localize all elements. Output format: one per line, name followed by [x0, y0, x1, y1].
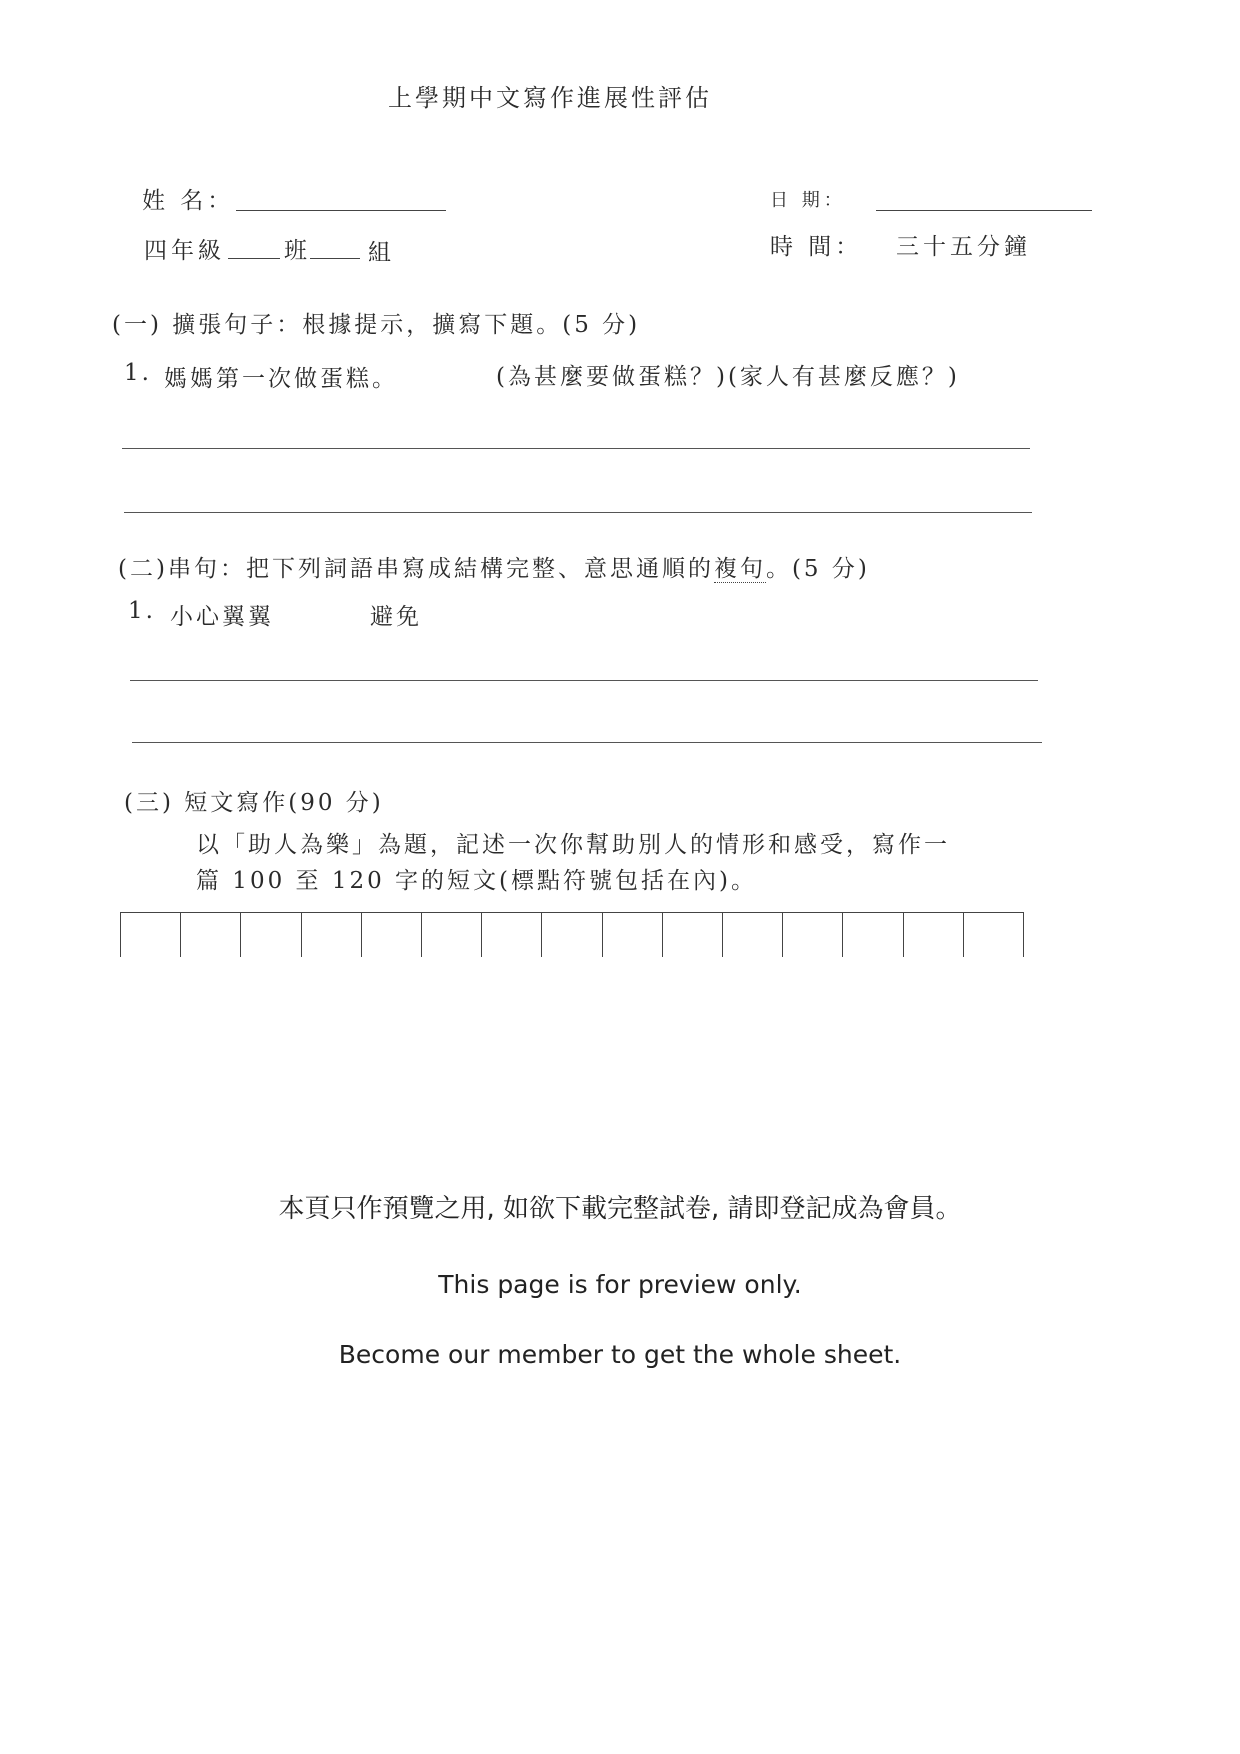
- section3-instruction-line-2: 篇 100 至 120 字的短文(標點符號包括在內)。: [196, 868, 757, 894]
- exam-title: 上學期中文寫作進展性評估: [388, 84, 712, 112]
- group-label: 組: [368, 240, 395, 266]
- grid-cell[interactable]: [481, 913, 541, 957]
- section2-answer-line-1[interactable]: [130, 680, 1038, 681]
- date-blank[interactable]: [876, 210, 1092, 211]
- grid-cell[interactable]: [842, 913, 902, 957]
- time-value: 三十五分鐘: [896, 234, 1031, 260]
- section2-heading-emphasis: 複句: [713, 556, 766, 582]
- section2-word-2: 避免: [370, 604, 422, 630]
- class-label: 班: [284, 238, 311, 264]
- grid-cell[interactable]: [963, 913, 1024, 957]
- section2-heading-prefix: (二)串句：把下列詞語串寫成結構完整、意思通順的: [118, 556, 714, 582]
- section2-item-number: 1.: [128, 598, 156, 624]
- section1-answer-line-2[interactable]: [124, 512, 1032, 513]
- grid-cell[interactable]: [361, 913, 421, 957]
- grid-cell[interactable]: [662, 913, 722, 957]
- preview-notice-english-1: This page is for preview only.: [438, 1270, 802, 1299]
- section2-heading: [118, 550, 870, 583]
- group-blank[interactable]: [310, 258, 360, 259]
- section2-heading-suffix: 。(5 分): [765, 556, 870, 582]
- section1-hints: (為甚麼要做蛋糕？)(家人有甚麼反應？): [496, 364, 960, 390]
- grade-label: 四年級: [144, 238, 225, 264]
- grid-cell[interactable]: [602, 913, 662, 957]
- grid-cell[interactable]: [421, 913, 481, 957]
- time-label: 時 間：: [770, 234, 863, 260]
- date-label: 日 期：: [770, 190, 846, 211]
- grid-cell[interactable]: [301, 913, 361, 957]
- grid-cell[interactable]: [782, 913, 842, 957]
- writing-grid[interactable]: [120, 912, 1024, 957]
- section2-word-1: 小心翼翼: [170, 604, 274, 630]
- grid-cell[interactable]: [541, 913, 601, 957]
- section1-heading: (一) 擴張句子：根據提示，擴寫下題。(5 分): [112, 312, 641, 338]
- grid-cell[interactable]: [903, 913, 963, 957]
- name-label: 姓 名：: [142, 188, 235, 214]
- grid-cell[interactable]: [240, 913, 300, 957]
- section2-answer-line-2[interactable]: [132, 742, 1042, 743]
- name-blank[interactable]: [236, 210, 446, 211]
- section1-item-text: 媽媽第一次做蛋糕。: [164, 366, 398, 392]
- section3-instruction-line-1: 以「助人為樂」為題，記述一次你幫助別人的情形和感受，寫作一: [196, 832, 950, 858]
- section3-heading: (三) 短文寫作(90 分): [124, 790, 384, 816]
- grid-cell[interactable]: [722, 913, 782, 957]
- preview-notice-chinese: 本頁只作預覽之用, 如欲下載完整試卷, 請即登記成為會員。: [278, 1194, 962, 1224]
- grid-cell[interactable]: [120, 913, 180, 957]
- grid-cell[interactable]: [180, 913, 240, 957]
- preview-notice-english-2: Become our member to get the whole sheet.: [338, 1340, 902, 1369]
- section1-answer-line-1[interactable]: [122, 448, 1030, 449]
- class-blank[interactable]: [228, 258, 280, 259]
- section1-item-number: 1.: [124, 360, 152, 386]
